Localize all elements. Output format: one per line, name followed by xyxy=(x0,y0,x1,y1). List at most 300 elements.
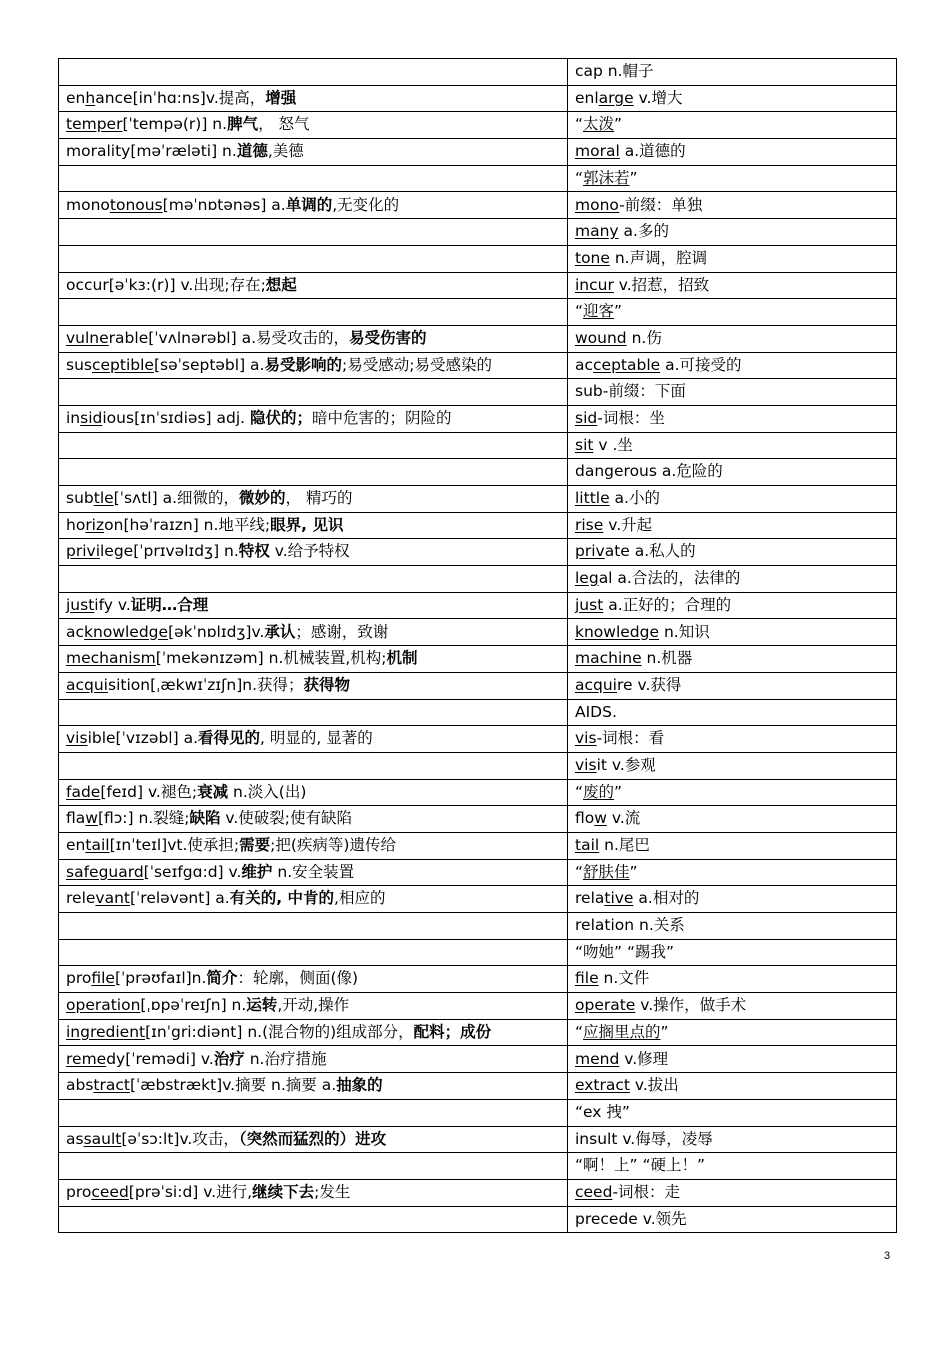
mnemonic-cell xyxy=(568,1019,897,1046)
text-run: pro xyxy=(66,969,92,988)
bold-text: （突然而猛烈的）进攻 xyxy=(238,1129,387,1148)
text-run: 暗中危害的；阴险的 xyxy=(312,409,452,428)
text-run: ho xyxy=(66,515,86,534)
text-run: “ xyxy=(575,168,584,187)
mnemonic-cell xyxy=(568,939,897,966)
text-run: v.修理 xyxy=(619,1049,669,1068)
word-cell xyxy=(59,539,568,566)
text-run: v.操作，做手术 xyxy=(635,996,747,1015)
bold-text: 眼界, 见识 xyxy=(270,515,344,534)
underlined-text: leg xyxy=(575,569,599,588)
mnemonic-cell xyxy=(568,832,897,859)
table-row xyxy=(59,646,897,673)
text-run: n.尾巴 xyxy=(599,836,650,855)
text-run: ,美德 xyxy=(267,142,304,161)
underlined-text: moral xyxy=(575,142,620,161)
text-run: -前缀：单独 xyxy=(619,195,703,214)
table-row xyxy=(59,726,897,753)
mnemonic-cell xyxy=(568,432,897,459)
text-run: [flɔ:] n.裂缝; xyxy=(97,809,190,828)
bold-text: 单调的 xyxy=(285,195,333,214)
table-row xyxy=(59,939,897,966)
word-cell xyxy=(59,913,568,940)
text-run: ac xyxy=(66,622,85,641)
table-row xyxy=(59,112,897,139)
table-row xyxy=(59,699,897,726)
text-run: ” xyxy=(614,302,623,321)
text-run: “ xyxy=(575,862,584,881)
table-row xyxy=(59,486,897,513)
table-row xyxy=(59,325,897,352)
underlined-text: rise xyxy=(575,515,604,534)
text-run: abs xyxy=(66,1076,94,1095)
bold-text: 特权 xyxy=(238,542,270,561)
table-row xyxy=(59,139,897,166)
text-run: sus xyxy=(66,355,92,374)
text-run: [səˈseptəbl] a. xyxy=(153,355,265,374)
underlined-text: 太泼 xyxy=(583,115,615,134)
table-row xyxy=(59,192,897,219)
vocabulary-table xyxy=(58,58,897,1233)
underlined-text: vant xyxy=(95,889,130,908)
table-row xyxy=(59,272,897,299)
bold-text: 增强 xyxy=(265,88,297,107)
word-cell xyxy=(59,966,568,993)
underlined-text: reme xyxy=(66,1049,107,1068)
text-run: , 明显的, 显著的 xyxy=(260,729,373,748)
underlined-text: fade xyxy=(66,782,101,801)
word-cell xyxy=(59,272,568,299)
table-row xyxy=(59,85,897,112)
text-run: -词根：走 xyxy=(612,1182,681,1201)
underlined-text: acqui xyxy=(575,675,617,694)
text-run: n.伤 xyxy=(626,328,662,347)
mnemonic-cell xyxy=(568,486,897,513)
text-run: ify v. xyxy=(94,595,131,614)
text-run: ；感谢，致谢 xyxy=(295,622,389,641)
table-row xyxy=(59,859,897,886)
mnemonic-cell xyxy=(568,85,897,112)
word-cell xyxy=(59,139,568,166)
bold-text: 简介 xyxy=(206,969,238,988)
text-run: ,无变化的 xyxy=(332,195,400,214)
bold-text: 证明…合理 xyxy=(130,595,209,614)
table-row xyxy=(59,619,897,646)
text-run: v.拔出 xyxy=(629,1076,679,1095)
text-run: dy[ˈremədi] v. xyxy=(106,1049,214,1068)
mnemonic-cell xyxy=(568,405,897,432)
mnemonic-cell xyxy=(568,646,897,673)
text-run: [feɪd] v.褪色; xyxy=(100,782,198,801)
text-run: cap n.帽子 xyxy=(575,62,654,81)
mnemonic-cell xyxy=(568,966,897,993)
text-run: ” xyxy=(614,115,623,134)
bold-text: 脾气 xyxy=(227,115,259,134)
word-cell xyxy=(59,646,568,673)
text-run: n.淡入(出) xyxy=(228,782,307,801)
mnemonic-cell xyxy=(568,1126,897,1153)
text-run: rable[ˈvʌlnərəbl] a.易受攻击的， xyxy=(108,328,349,347)
text-run: ac xyxy=(575,355,594,374)
text-run: ;发生 xyxy=(314,1182,351,1201)
underlined-text: vis xyxy=(575,729,597,748)
underlined-text: safeguard xyxy=(66,862,144,881)
text-run: precede v.领先 xyxy=(575,1209,687,1228)
word-cell xyxy=(59,1179,568,1206)
table-row xyxy=(59,1126,897,1153)
word-cell xyxy=(59,672,568,699)
text-run: n.安全装置 xyxy=(272,862,355,881)
word-cell xyxy=(59,299,568,326)
bold-text: 机制 xyxy=(386,649,418,668)
underlined-text: ceed xyxy=(575,1182,613,1201)
text-run: [əˈsɔ:lt]v.攻击， xyxy=(121,1129,239,1148)
underlined-text: wound xyxy=(575,328,627,347)
word-cell xyxy=(59,806,568,833)
mnemonic-cell xyxy=(568,539,897,566)
mnemonic-cell xyxy=(568,459,897,486)
mnemonic-cell xyxy=(568,512,897,539)
table-row xyxy=(59,405,897,432)
text-run: ance[inˈhɑ:ns]v.提高， xyxy=(95,88,266,107)
word-cell xyxy=(59,699,568,726)
text-run: a.小的 xyxy=(609,489,660,508)
mnemonic-cell xyxy=(568,272,897,299)
mnemonic-cell xyxy=(568,192,897,219)
word-cell xyxy=(59,1073,568,1100)
text-run: v.流 xyxy=(606,809,641,828)
table-row xyxy=(59,1206,897,1233)
underlined-text: 迎客 xyxy=(583,302,615,321)
text-run: morality[məˈræləti] n. xyxy=(66,142,237,161)
table-row xyxy=(59,832,897,859)
text-run: “吻她” “踢我” xyxy=(575,942,675,961)
word-cell xyxy=(59,85,568,112)
underlined-text: tle xyxy=(93,489,114,508)
text-run: ， 精巧的 xyxy=(285,489,353,508)
underlined-text: w xyxy=(594,809,607,828)
table-row xyxy=(59,806,897,833)
underlined-text: h xyxy=(85,88,96,107)
underlined-text: tonous xyxy=(109,195,163,214)
word-cell xyxy=(59,1046,568,1073)
underlined-text: priv xyxy=(575,542,605,561)
mnemonic-cell xyxy=(568,1153,897,1180)
underlined-text: 应搁里点的 xyxy=(583,1022,661,1041)
bold-text: 微妙的 xyxy=(239,489,286,508)
word-cell xyxy=(59,432,568,459)
underlined-text: sid xyxy=(575,409,598,428)
text-run: relation n.关系 xyxy=(575,916,685,935)
text-run: n.文件 xyxy=(598,969,650,988)
underlined-text: file xyxy=(575,969,599,988)
word-cell xyxy=(59,886,568,913)
word-cell xyxy=(59,1153,568,1180)
text-run: v .坐 xyxy=(593,435,633,454)
mnemonic-cell xyxy=(568,806,897,833)
underlined-text: ceed xyxy=(91,1182,129,1201)
text-run: ” xyxy=(614,782,623,801)
table-row xyxy=(59,1019,897,1046)
text-run: ” xyxy=(660,1022,669,1041)
word-cell xyxy=(59,993,568,1020)
word-cell xyxy=(59,1206,568,1233)
text-run: “ xyxy=(575,782,584,801)
underlined-text: tail xyxy=(85,836,110,855)
text-run: -词根：坐 xyxy=(597,409,665,428)
text-run: mono xyxy=(66,195,110,214)
text-run: pro xyxy=(66,1182,92,1201)
table-row xyxy=(59,566,897,593)
bold-text: 运转 xyxy=(246,996,278,1015)
mnemonic-cell xyxy=(568,112,897,139)
mnemonic-cell xyxy=(568,859,897,886)
text-run: ,相应的 xyxy=(334,889,386,908)
underlined-text: just xyxy=(575,595,604,614)
text-run: ate a.私人的 xyxy=(604,542,696,561)
table-row xyxy=(59,1073,897,1100)
text-run: lege[ˈprɪvəlɪdʒ] n. xyxy=(100,542,239,561)
underlined-text: 废的 xyxy=(583,782,615,801)
word-cell xyxy=(59,779,568,806)
mnemonic-cell xyxy=(568,219,897,246)
mnemonic-cell xyxy=(568,1099,897,1126)
mnemonic-cell xyxy=(568,672,897,699)
word-cell xyxy=(59,1099,568,1126)
bold-text: 易受影响的 xyxy=(264,355,342,374)
bold-text: 缺陷 xyxy=(189,809,221,828)
table-row xyxy=(59,512,897,539)
table-row xyxy=(59,993,897,1020)
bold-text: 维护 xyxy=(241,862,273,881)
mnemonic-cell xyxy=(568,779,897,806)
underlined-text: operation xyxy=(66,996,141,1015)
word-cell xyxy=(59,245,568,272)
underlined-text: extract xyxy=(575,1076,630,1095)
underlined-text: acqui xyxy=(66,675,108,694)
text-run: insult v.侮辱，凌辱 xyxy=(575,1129,713,1148)
table-row xyxy=(59,672,897,699)
text-run: a.相对的 xyxy=(633,889,700,908)
underlined-text: ceptable xyxy=(593,355,661,374)
text-run: sub-前缀：下面 xyxy=(575,382,686,401)
mnemonic-cell xyxy=(568,165,897,192)
text-run: -词根：看 xyxy=(596,729,665,748)
text-run: dangerous a.危险的 xyxy=(575,462,723,481)
text-run: ible[ˈvɪzəbl] a. xyxy=(87,729,199,748)
table-row xyxy=(59,1153,897,1180)
underlined-text: vulne xyxy=(66,328,109,347)
text-run: ious[ɪnˈsɪdiəs] adj. xyxy=(102,409,251,428)
underlined-text: incur xyxy=(575,275,614,294)
underlined-text: 舒肤佳 xyxy=(583,862,630,881)
text-run: al a.合法的，法律的 xyxy=(598,569,741,588)
table-row xyxy=(59,165,897,192)
mnemonic-cell xyxy=(568,1046,897,1073)
table-row xyxy=(59,379,897,406)
text-run: a.正好的；合理的 xyxy=(603,595,732,614)
word-cell xyxy=(59,219,568,246)
word-cell xyxy=(59,939,568,966)
table-row xyxy=(59,592,897,619)
bold-text: 道德 xyxy=(236,142,268,161)
underlined-text: mono xyxy=(575,195,620,214)
word-cell xyxy=(59,592,568,619)
table-row xyxy=(59,245,897,272)
vocabulary-table-body xyxy=(59,59,897,1233)
word-cell xyxy=(59,112,568,139)
word-cell xyxy=(59,459,568,486)
bold-text: 衰减 xyxy=(197,782,229,801)
word-cell xyxy=(59,165,568,192)
table-row xyxy=(59,219,897,246)
mnemonic-cell xyxy=(568,1206,897,1233)
mnemonic-cell xyxy=(568,139,897,166)
text-run: [ˌɒpəˈreɪʃn] n. xyxy=(140,996,247,1015)
table-row xyxy=(59,459,897,486)
text-run: [ˈreləvənt] a. xyxy=(130,889,230,908)
text-run: a.道德的 xyxy=(619,142,686,161)
text-run: flo xyxy=(575,809,595,828)
text-run: [əkˈnɒlɪdʒ]v. xyxy=(168,622,265,641)
text-run: [məˈnɒtənəs] a. xyxy=(162,195,286,214)
underlined-text: ceptible xyxy=(91,355,154,374)
word-cell xyxy=(59,405,568,432)
page-number: 3 xyxy=(884,1250,891,1262)
text-run: n.声调，腔调 xyxy=(609,248,708,267)
text-run: rele xyxy=(66,889,96,908)
text-run: v.使破裂;使有缺陷 xyxy=(220,809,353,828)
bold-text: 获得物 xyxy=(303,675,351,694)
underlined-text: sit xyxy=(575,435,594,454)
word-cell xyxy=(59,1126,568,1153)
underlined-text: riz xyxy=(85,515,105,534)
table-row xyxy=(59,779,897,806)
underlined-text: file xyxy=(91,969,115,988)
word-cell xyxy=(59,1019,568,1046)
text-run: “ xyxy=(575,1022,584,1041)
table-row xyxy=(59,752,897,779)
mnemonic-cell xyxy=(568,699,897,726)
mnemonic-cell xyxy=(568,566,897,593)
text-run: occur[əˈkɜ:(r)] v.出现;存在; xyxy=(66,275,266,294)
text-run: ：轮廓，侧面(像) xyxy=(237,969,359,988)
word-cell xyxy=(59,752,568,779)
word-cell xyxy=(59,486,568,513)
bold-text: 有关的, 中肯的 xyxy=(229,889,335,908)
text-run: “ xyxy=(575,115,584,134)
text-run: “ex 拽” xyxy=(575,1102,630,1121)
table-row xyxy=(59,299,897,326)
underlined-text: operate xyxy=(575,996,636,1015)
word-cell xyxy=(59,859,568,886)
underlined-text: little xyxy=(575,489,610,508)
mnemonic-cell xyxy=(568,913,897,940)
text-run: en xyxy=(66,836,86,855)
text-run: [prəˈsi:d] v.进行, xyxy=(128,1182,253,1201)
table-row xyxy=(59,886,897,913)
word-cell xyxy=(59,192,568,219)
mnemonic-cell xyxy=(568,299,897,326)
underlined-text: just xyxy=(66,595,95,614)
table-row xyxy=(59,539,897,566)
text-run: a.多的 xyxy=(618,222,669,241)
text-run: n.知识 xyxy=(659,622,710,641)
text-run: [ˈprəʊfaɪl]n. xyxy=(114,969,207,988)
text-run: [ˈsʌtl] a.细微的， xyxy=(113,489,240,508)
underlined-text: mend xyxy=(575,1049,620,1068)
word-cell xyxy=(59,352,568,379)
text-run: ， 怒气 xyxy=(258,115,310,134)
text-run: [ɪnˈteɪl]vt.使承担; xyxy=(109,836,240,855)
text-run: “ xyxy=(575,302,584,321)
text-run: v.给予特权 xyxy=(269,542,350,561)
text-run: n.治疗措施 xyxy=(244,1049,327,1068)
underlined-text: 郭沫若 xyxy=(583,168,630,187)
text-run: sition[ˌækwɪˈzɪʃn]n.获得； xyxy=(108,675,304,694)
word-cell xyxy=(59,619,568,646)
table-row xyxy=(59,432,897,459)
table-row xyxy=(59,913,897,940)
text-run: sub xyxy=(66,489,94,508)
text-run: [ˈseɪfgɑ:d] v. xyxy=(143,862,242,881)
text-run: [ɪnˈgri:diənt] n.(混合物的)组成部分， xyxy=(145,1022,414,1041)
mnemonic-cell xyxy=(568,886,897,913)
underlined-text: machine xyxy=(575,649,642,668)
bold-text: 隐伏的； xyxy=(250,409,313,428)
text-run: v.升起 xyxy=(603,515,653,534)
text-run: v.增大 xyxy=(633,88,683,107)
word-cell xyxy=(59,325,568,352)
word-cell xyxy=(59,832,568,859)
text-run: ;易受感动;易受感染的 xyxy=(342,355,492,374)
text-run: AIDS. xyxy=(575,702,617,721)
word-cell xyxy=(59,726,568,753)
underlined-text: tail xyxy=(575,836,600,855)
bold-text: 需要 xyxy=(239,836,271,855)
text-run: rela xyxy=(575,889,605,908)
underlined-text: privi xyxy=(66,542,100,561)
table-row xyxy=(59,1046,897,1073)
underlined-text: w xyxy=(85,809,98,828)
table-row xyxy=(59,352,897,379)
underlined-text: knowledge xyxy=(84,622,169,641)
text-run: a.可接受的 xyxy=(660,355,742,374)
underlined-text: arge xyxy=(598,88,634,107)
word-cell xyxy=(59,379,568,406)
text-run: fla xyxy=(66,809,86,828)
word-cell xyxy=(59,59,568,86)
underlined-text: tive xyxy=(604,889,634,908)
bold-text: 治疗 xyxy=(213,1049,245,1068)
mnemonic-cell xyxy=(568,993,897,1020)
underlined-text: tract xyxy=(93,1076,130,1095)
underlined-text: tone xyxy=(575,248,610,267)
mnemonic-cell xyxy=(568,59,897,86)
mnemonic-cell xyxy=(568,752,897,779)
table-row xyxy=(59,966,897,993)
underlined-text: vis xyxy=(575,755,597,774)
underlined-text: sid xyxy=(80,409,103,428)
text-run: en xyxy=(66,88,86,107)
mnemonic-cell xyxy=(568,379,897,406)
text-run: ,开动,操作 xyxy=(277,996,350,1015)
text-run: ” xyxy=(629,862,638,881)
underlined-text: ingredient xyxy=(66,1022,146,1041)
mnemonic-cell xyxy=(568,245,897,272)
underlined-text: temper xyxy=(66,115,123,134)
table-row xyxy=(59,1179,897,1206)
